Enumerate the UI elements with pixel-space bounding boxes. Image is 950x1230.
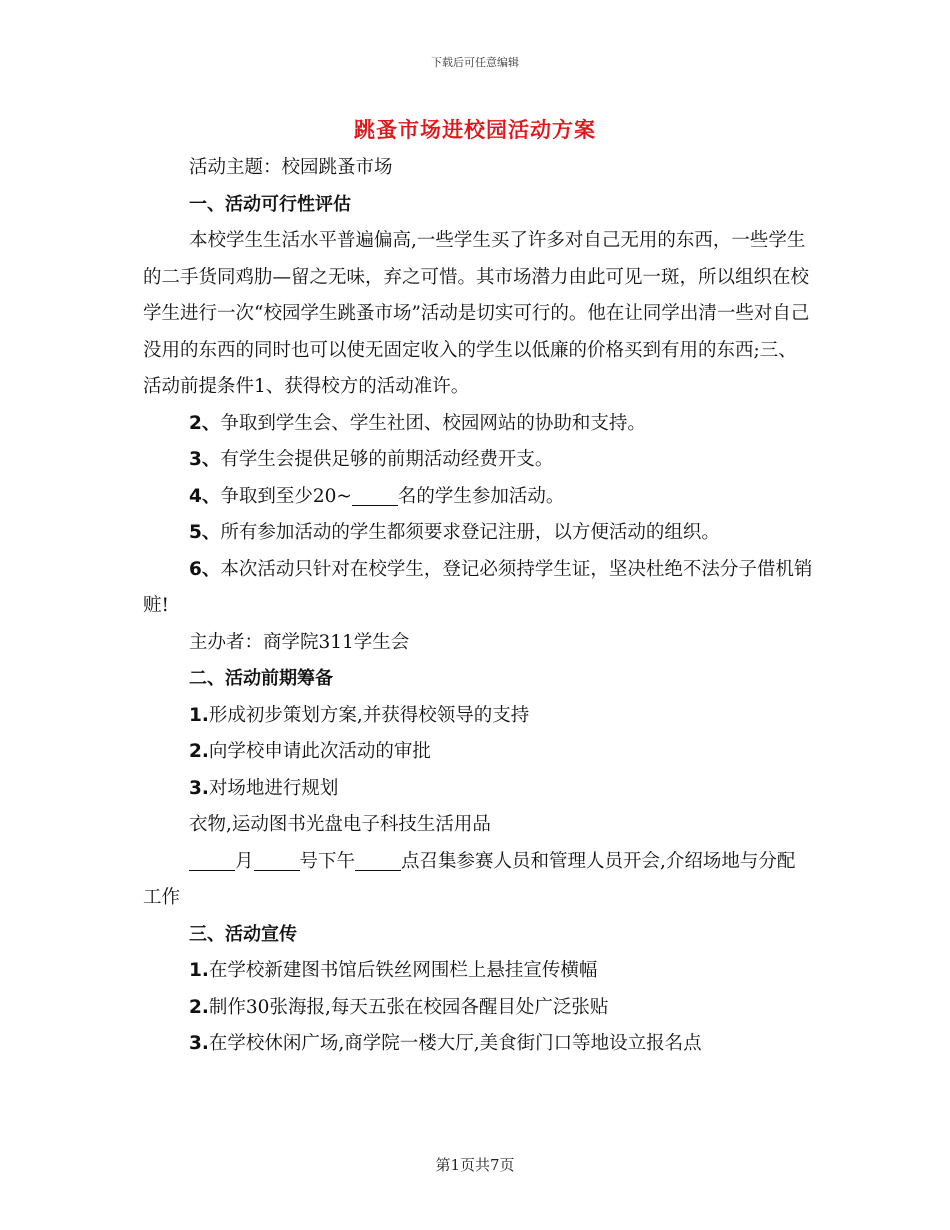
list-item [143, 771, 813, 808]
list-item [143, 442, 813, 479]
item-text: 向学校申请此次活动的审批 [208, 741, 431, 762]
fill-blank [189, 851, 235, 871]
list-item [143, 552, 813, 625]
item-label: 1. [189, 960, 209, 981]
meeting-month: 月 [235, 850, 254, 872]
item-label: 4、 [189, 485, 221, 507]
item-label: 2. [189, 996, 209, 1018]
meeting-rest: 点召集参赛人员和管理人员开会,介绍场地与分配工作 [143, 850, 796, 908]
item-text: 所有参加活动的学生都须要求登记注册，以方便活动的组织。 [220, 522, 720, 543]
item-text: 对场地进行规划 [208, 777, 339, 799]
section-heading-feasibility: 一、活动可行性评估 [189, 193, 351, 215]
page-footer: 第1页共7页 [435, 1156, 515, 1174]
feasibility-paragraph: 本校学生生活水平普遍偏高,一些学生买了许多对自己无用的东西，一些学生的二手货同鸡肋—留之无味，弃之可惜。其市场潜力由此可见一斑，所以组织在校学生进行一次“校园学生跳蚤市场”活动是切实可行的。他在让同学出清一些对自己没用的东西的同时也可以使无固定收入的学生以低廉的价格买到有用的东西;三、活动前提条件1、获得校方的活动准许。 [143, 230, 810, 397]
item-text: 本次活动只针对在校学生，登记必须持学生证，坚决杜绝不法分子借机销赃! [143, 558, 813, 616]
item-label: 6、 [189, 558, 221, 580]
meeting-day: 号下午 [299, 850, 356, 872]
header-note: 下载后可任意编辑 [431, 56, 519, 69]
meeting-notice [143, 844, 813, 917]
item-label: 5、 [189, 522, 221, 543]
activity-theme: 活动主题：校园跳蚤市场 [189, 157, 393, 178]
item-text: 在学校新建图书馆后铁丝网围栏上悬挂宣传横幅 [208, 960, 598, 981]
list-item [143, 479, 813, 516]
fill-blank [355, 851, 401, 871]
list-item [143, 990, 813, 1027]
item-text: 争取到学生会、学生社团、校园网站的协助和支持。 [220, 412, 646, 434]
list-item [143, 698, 813, 735]
item-label: 1. [189, 704, 209, 726]
list-item [143, 953, 813, 990]
item-text: 制作30张海报,每天五张在校园各醒目处广泛张贴 [208, 996, 609, 1018]
list-item [143, 734, 813, 771]
list-item [143, 1026, 813, 1063]
list-item [143, 406, 813, 443]
section-heading-preparation: 二、活动前期筹备 [189, 668, 333, 689]
item-text: 名的学生参加活动。 [397, 485, 565, 507]
item-label: 2. [189, 741, 209, 762]
organizer: 主办者：商学院311学生会 [189, 631, 410, 653]
document-title: 跳蚤市场进校园活动方案 [354, 117, 596, 142]
item-label: 3. [189, 1033, 209, 1054]
fill-blank [254, 851, 300, 871]
list-item [143, 515, 813, 552]
document-body [143, 150, 813, 1063]
item-label: 2、 [189, 412, 221, 434]
item-label: 3. [189, 777, 209, 799]
fill-blank [352, 486, 398, 506]
item-text: 在学校休闲广场,商学院一楼大厅,美食街门口等地设立报名点 [208, 1033, 702, 1054]
section-heading-publicity: 三、活动宣传 [189, 923, 297, 945]
item-text: 有学生会提供足够的前期活动经费开支。 [220, 449, 554, 470]
item-text: 争取到至少20~ [220, 485, 352, 507]
item-label: 3、 [189, 449, 221, 470]
categories-line: 衣物,运动图书光盘电子科技生活用品 [189, 814, 491, 835]
item-text: 形成初步策划方案,并获得校领导的支持 [208, 704, 530, 726]
